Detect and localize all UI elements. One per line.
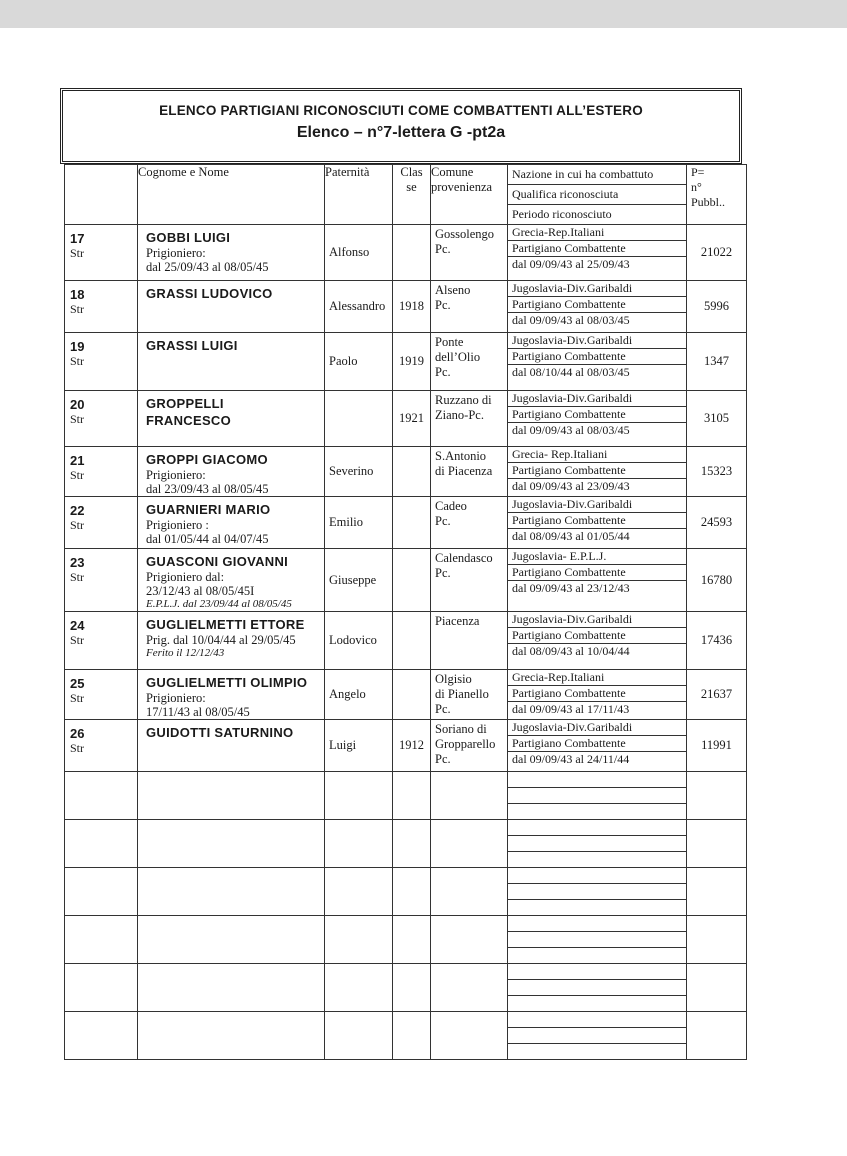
table-row <box>65 225 747 281</box>
row-tag: Str <box>70 302 85 316</box>
row-tag: Str <box>70 354 85 368</box>
empty-cell <box>393 964 431 1012</box>
comune-cell <box>431 612 508 670</box>
paternita-cell: Emilio <box>325 497 393 549</box>
row-number: 21 <box>70 453 85 468</box>
comune-cell <box>431 720 508 772</box>
empty-row <box>65 868 747 916</box>
partisan-name: GRASSI LUIGI <box>146 338 238 353</box>
empty-cell <box>393 820 431 868</box>
comune-cell <box>431 549 508 612</box>
classe-cell: 1912 <box>393 720 431 772</box>
row-number-cell <box>65 281 138 333</box>
name-cell <box>138 333 325 391</box>
empty-cell <box>687 868 747 916</box>
empty-row <box>65 820 747 868</box>
periodo-value: dal 08/09/43 al 10/04/44 <box>512 644 630 658</box>
qualifica-value: Partigiano Combattente <box>508 297 686 313</box>
comune-line: Pc. <box>435 242 451 256</box>
comune-cell <box>431 447 508 497</box>
paternita-cell: Alessandro <box>325 281 393 333</box>
comune-line: Ruzzano di <box>435 393 492 407</box>
pubbl-number-cell: 1347 <box>687 333 747 391</box>
partisan-name: GUGLIELMETTI OLIMPIO <box>146 675 308 690</box>
row-tag: Str <box>70 412 85 426</box>
row-number: 22 <box>70 503 85 518</box>
nazione-value: Jugoslavia-Div.Garibaldi <box>508 497 686 513</box>
pubbl-number-cell: 15323 <box>687 447 747 497</box>
empty-cell <box>325 964 393 1012</box>
nazione-value: Grecia-Rep.Italiani <box>508 225 686 241</box>
header-number <box>65 165 138 225</box>
empty-cell <box>431 772 508 820</box>
comune-line: Ponte <box>435 335 464 349</box>
empty-cell <box>393 868 431 916</box>
note-line: 17/11/43 al 08/05/45 <box>146 705 250 719</box>
partisan-table <box>64 164 747 1060</box>
classe-cell: 1918 <box>393 281 431 333</box>
empty-cell <box>138 916 325 964</box>
empty-cell <box>393 772 431 820</box>
empty-cell <box>325 1012 393 1060</box>
row-number: 18 <box>70 287 85 302</box>
header-classe: Clas se <box>393 165 431 225</box>
partisan-name-cont: FRANCESCO <box>146 413 232 428</box>
empty-details-cell <box>508 868 687 916</box>
nazione-value: Jugoslavia-Div.Garibaldi <box>508 391 686 407</box>
table-row <box>65 391 747 447</box>
table-row <box>65 612 747 670</box>
comune-line: Ziano-Pc. <box>435 408 484 422</box>
comune-line: Piacenza <box>435 614 480 628</box>
empty-row <box>65 772 747 820</box>
row-number: 19 <box>70 339 85 354</box>
comune-line: Pc. <box>435 365 451 379</box>
table-row <box>65 333 747 391</box>
header-pubbl: P= n° Pubbl.. <box>687 165 747 225</box>
comune-line: Olgisio <box>435 672 472 686</box>
row-tag: Str <box>70 633 85 647</box>
paternita-cell: Angelo <box>325 670 393 720</box>
empty-row <box>65 1012 747 1060</box>
classe-cell: 1921 <box>393 391 431 447</box>
comune-line: Cadeo <box>435 499 467 513</box>
note-line: Prigioniero : <box>146 518 209 532</box>
empty-cell <box>687 964 747 1012</box>
note-line: Ferito il 12/12/43 <box>146 647 225 659</box>
nazione-value: Jugoslavia-Div.Garibaldi <box>508 333 686 349</box>
header-periodo: Periodo riconosciuto <box>512 207 612 221</box>
empty-cell <box>325 916 393 964</box>
empty-cell <box>325 772 393 820</box>
empty-cell <box>138 772 325 820</box>
comune-line: di Pianello <box>435 687 489 701</box>
nazione-value: Grecia-Rep.Italiani <box>508 670 686 686</box>
periodo-value: dal 09/09/43 al 24/11/44 <box>512 752 630 766</box>
header-comune: Comune provenienza <box>431 165 508 225</box>
classe-cell <box>393 612 431 670</box>
row-number-cell <box>65 225 138 281</box>
empty-cell <box>431 868 508 916</box>
comune-cell <box>431 281 508 333</box>
paternita-cell: Luigi <box>325 720 393 772</box>
nazione-value: Jugoslavia-Div.Garibaldi <box>508 720 686 736</box>
header-name: Cognome e Nome <box>138 165 325 225</box>
details-cell <box>508 281 687 333</box>
empty-details-cell <box>508 964 687 1012</box>
nazione-value: Jugoslavia-Div.Garibaldi <box>508 612 686 628</box>
row-tag: Str <box>70 691 85 705</box>
row-number-cell <box>65 549 138 612</box>
name-cell <box>138 612 325 670</box>
pubbl-number-cell: 11991 <box>687 720 747 772</box>
classe-cell <box>393 670 431 720</box>
pubbl-number-cell: 21022 <box>687 225 747 281</box>
details-cell <box>508 670 687 720</box>
qualifica-value: Partigiano Combattente <box>508 463 686 479</box>
name-cell <box>138 225 325 281</box>
periodo-value: dal 09/09/43 al 08/03/45 <box>512 423 630 437</box>
comune-line: Alseno <box>435 283 471 297</box>
details-cell <box>508 225 687 281</box>
comune-cell <box>431 497 508 549</box>
row-number-cell <box>65 391 138 447</box>
empty-cell <box>65 964 138 1012</box>
empty-cell <box>65 820 138 868</box>
empty-cell <box>431 916 508 964</box>
empty-cell <box>393 1012 431 1060</box>
details-cell <box>508 720 687 772</box>
table-row <box>65 720 747 772</box>
pubbl-number-cell: 17436 <box>687 612 747 670</box>
details-cell <box>508 549 687 612</box>
pubbl-number-cell: 3105 <box>687 391 747 447</box>
pubbl-number-cell: 24593 <box>687 497 747 549</box>
table-row <box>65 670 747 720</box>
empty-cell <box>431 1012 508 1060</box>
comune-cell <box>431 225 508 281</box>
comune-line: Gossolengo <box>435 227 495 241</box>
qualifica-value: Partigiano Combattente <box>508 686 686 702</box>
empty-details-cell <box>508 916 687 964</box>
note-line: dal 23/09/43 al 08/05/45 <box>146 482 269 496</box>
row-number-cell <box>65 447 138 497</box>
periodo-value: dal 09/09/43 al 08/03/45 <box>512 313 630 327</box>
paternita-cell: Severino <box>325 447 393 497</box>
paternita-cell: Paolo <box>325 333 393 391</box>
row-tag: Str <box>70 468 85 482</box>
details-cell <box>508 333 687 391</box>
pubbl-number-cell: 5996 <box>687 281 747 333</box>
empty-cell <box>687 820 747 868</box>
empty-cell <box>431 820 508 868</box>
row-number-cell <box>65 720 138 772</box>
empty-cell <box>325 868 393 916</box>
row-number-cell <box>65 670 138 720</box>
qualifica-value: Partigiano Combattente <box>508 241 686 257</box>
row-number: 17 <box>70 231 85 246</box>
periodo-value: dal 09/09/43 al 17/11/43 <box>512 702 630 716</box>
table-row <box>65 447 747 497</box>
note-line: 23/12/43 al 08/05/45I <box>146 584 255 598</box>
empty-cell <box>138 820 325 868</box>
empty-cell <box>65 916 138 964</box>
comune-cell <box>431 670 508 720</box>
partisan-name: GRASSI LUDOVICO <box>146 286 273 301</box>
empty-cell <box>65 1012 138 1060</box>
note-line: Prig. dal 10/04/44 al 29/05/45 <box>146 633 296 647</box>
name-cell <box>138 720 325 772</box>
empty-details-cell <box>508 772 687 820</box>
comune-line: Pc. <box>435 298 451 312</box>
name-cell <box>138 447 325 497</box>
note-line: Prigioniero dal: <box>146 570 225 584</box>
table-row <box>65 549 747 612</box>
partisan-name: GUASCONI GIOVANNI <box>146 554 289 569</box>
periodo-value: dal 09/09/43 al 23/12/43 <box>512 581 630 595</box>
comune-line: di Piacenza <box>435 464 493 478</box>
classe-cell: 1919 <box>393 333 431 391</box>
row-tag: Str <box>70 741 85 755</box>
qualifica-value: Partigiano Combattente <box>508 349 686 365</box>
periodo-value: dal 09/09/43 al 25/09/43 <box>512 257 630 271</box>
note-line: Prigioniero: <box>146 691 206 705</box>
qualifica-value: Partigiano Combattente <box>508 736 686 752</box>
note-line: dal 25/09/43 al 08/05/45 <box>146 260 269 274</box>
classe-cell <box>393 447 431 497</box>
pubbl-number-cell: 21637 <box>687 670 747 720</box>
paternita-cell: Alfonso <box>325 225 393 281</box>
comune-line: Pc. <box>435 702 451 716</box>
name-cell <box>138 670 325 720</box>
paternita-cell: Lodovico <box>325 612 393 670</box>
empty-cell <box>138 964 325 1012</box>
nazione-value: Jugoslavia- E.P.L.J. <box>508 549 686 565</box>
details-cell <box>508 447 687 497</box>
row-number-cell <box>65 333 138 391</box>
periodo-value: dal 09/09/43 al 23/09/43 <box>512 479 630 493</box>
paternita-cell <box>325 391 393 447</box>
row-number: 25 <box>70 676 85 691</box>
qualifica-value: Partigiano Combattente <box>508 513 686 529</box>
comune-line: Soriano di <box>435 722 487 736</box>
empty-cell <box>65 772 138 820</box>
empty-details-cell <box>508 1012 687 1060</box>
comune-line: S.Antonio <box>435 449 487 463</box>
empty-cell <box>393 916 431 964</box>
classe-cell <box>393 549 431 612</box>
name-cell <box>138 281 325 333</box>
row-tag: Str <box>70 518 85 532</box>
nazione-value: Grecia- Rep.Italiani <box>508 447 686 463</box>
classe-cell <box>393 497 431 549</box>
empty-cell <box>325 820 393 868</box>
periodo-value: dal 08/10/44 al 08/03/45 <box>512 365 630 379</box>
empty-row <box>65 964 747 1012</box>
name-cell <box>138 391 325 447</box>
partisan-name: GUIDOTTI SATURNINO <box>146 725 294 740</box>
empty-row <box>65 916 747 964</box>
header-qualifica: Qualifica riconosciuta <box>508 185 686 205</box>
comune-line: Pc. <box>435 566 451 580</box>
row-number: 24 <box>70 618 85 633</box>
header-row <box>65 165 747 225</box>
comune-cell <box>431 391 508 447</box>
periodo-value: dal 08/09/43 al 01/05/44 <box>512 529 630 543</box>
name-cell <box>138 497 325 549</box>
comune-line: Gropparello <box>435 737 496 751</box>
comune-line: dell’Olio <box>435 350 481 364</box>
note-line: Prigioniero: <box>146 246 206 260</box>
header-details <box>508 165 687 225</box>
partisan-name: GOBBI LUIGI <box>146 230 231 245</box>
classe-cell <box>393 225 431 281</box>
partisan-name: GROPPI GIACOMO <box>146 452 268 467</box>
paternita-cell: Giuseppe <box>325 549 393 612</box>
empty-cell <box>138 1012 325 1060</box>
table-row <box>65 281 747 333</box>
empty-details-cell <box>508 820 687 868</box>
partisan-name: GUGLIELMETTI ETTORE <box>146 617 305 632</box>
qualifica-value: Partigiano Combattente <box>508 407 686 423</box>
qualifica-value: Partigiano Combattente <box>508 628 686 644</box>
qualifica-value: Partigiano Combattente <box>508 565 686 581</box>
row-number-cell <box>65 497 138 549</box>
document-title: ELENCO PARTIGIANI RICONOSCIUTI COME COMBATTENTI ALL’ESTERO <box>159 103 643 118</box>
note-line: E.P.L.J. dal 23/09/44 al 08/05/45 <box>146 598 292 610</box>
partisan-name: GUARNIERI MARIO <box>146 502 271 517</box>
details-cell <box>508 497 687 549</box>
header-nazione: Nazione in cui ha combattuto <box>508 165 686 185</box>
empty-cell <box>431 964 508 1012</box>
empty-cell <box>687 772 747 820</box>
pubbl-number-cell: 16780 <box>687 549 747 612</box>
row-tag: Str <box>70 246 85 260</box>
partisan-name: GROPPELLI <box>146 396 224 411</box>
details-cell <box>508 391 687 447</box>
name-cell <box>138 549 325 612</box>
details-cell <box>508 612 687 670</box>
empty-cell <box>687 1012 747 1060</box>
document-subtitle: Elenco – n°7-lettera G -pt2a <box>296 124 506 141</box>
row-number: 23 <box>70 555 85 570</box>
title-box <box>60 88 742 164</box>
empty-cell <box>138 868 325 916</box>
comune-line: Calendasco <box>435 551 493 565</box>
note-line: Prigioniero: <box>146 468 206 482</box>
comune-cell <box>431 333 508 391</box>
empty-cell <box>687 916 747 964</box>
row-number-cell <box>65 612 138 670</box>
header-paternita: Paternità <box>325 165 393 225</box>
empty-cell <box>65 868 138 916</box>
nazione-value: Jugoslavia-Div.Garibaldi <box>508 281 686 297</box>
table-row <box>65 497 747 549</box>
row-number: 20 <box>70 397 85 412</box>
row-number: 26 <box>70 726 85 741</box>
comune-line: Pc. <box>435 752 451 766</box>
note-line: dal 01/05/44 al 04/07/45 <box>146 532 269 546</box>
comune-line: Pc. <box>435 514 451 528</box>
row-tag: Str <box>70 570 85 584</box>
